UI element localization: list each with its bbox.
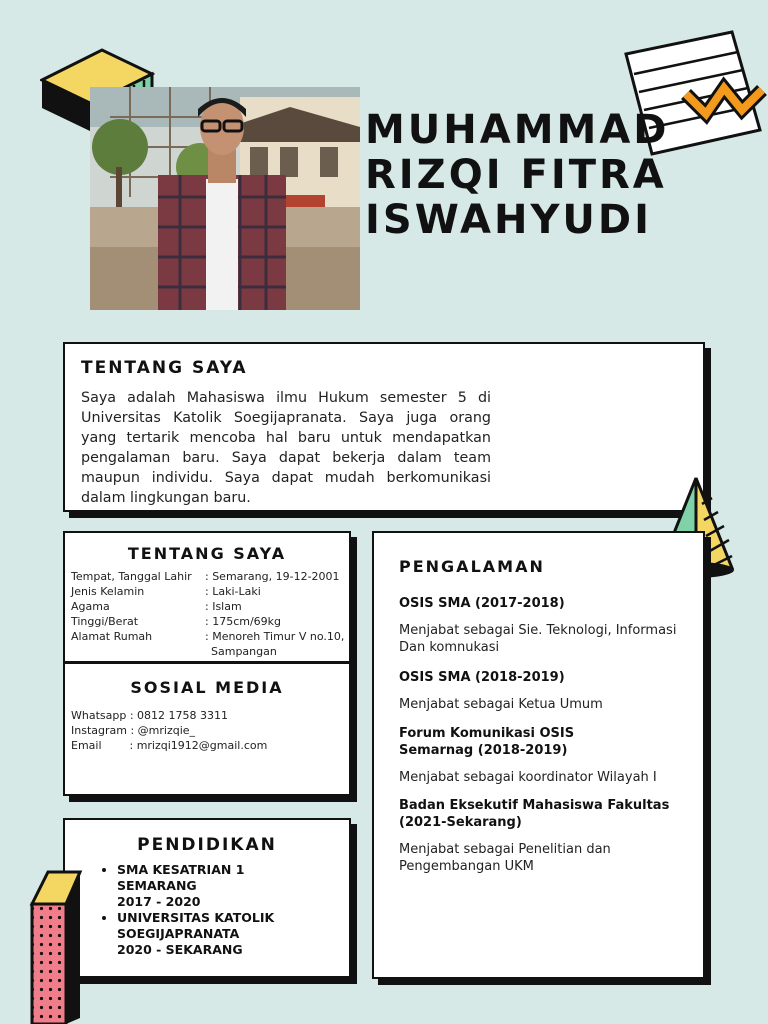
experience-title: OSIS SMA (2017-2018) [399, 596, 565, 611]
info-row [71, 584, 345, 599]
name-line-2: RIZQI FITRA [365, 152, 667, 198]
education-years: 2017 - 2020 [117, 894, 201, 909]
experience-desc: Menjabat sebagai Ketua Umum [399, 697, 603, 712]
info-value: : Islam [205, 600, 242, 613]
experience-item [399, 797, 699, 875]
info-value: : Menoreh Timur V no.10, [205, 630, 345, 643]
personal-info-heading: TENTANG SAYA [127, 544, 287, 563]
about-text: Saya adalah Mahasiswa ilmu Hukum semester 5 di Universitas Katolik Soegijapranata. Saya juga orang yang tertarik mencoba hal baru untuk mendapatkan pengalaman baru. Saya dapat bekerja dalam team maupun individu. Saya dapat mudah berkomunikasi dalam lingkungan baru. [81, 390, 491, 506]
info-value: Sampangan [211, 645, 277, 658]
about-heading: TENTANG SAYA [81, 358, 248, 378]
experience-desc: Menjabat sebagai koordinator Wilayah I [399, 770, 657, 785]
info-label [71, 644, 205, 659]
education-years: 2020 - SEKARANG [117, 942, 243, 957]
education-school: • SMA KESATRIAN 1 [117, 862, 245, 877]
info-row [71, 569, 345, 584]
info-row [71, 629, 345, 644]
social-media-list [71, 708, 267, 753]
info-value: : Laki-Laki [205, 585, 261, 598]
experience-item [399, 669, 699, 713]
name-line-3: ISWAHYUDI [365, 197, 652, 243]
instagram-line: Instagram : @mrizqie_ [71, 724, 196, 737]
social-media-card [63, 662, 351, 796]
personal-info-card [63, 531, 351, 663]
profile-photo [90, 87, 360, 310]
name-line-1: MUHAMMAD [365, 107, 670, 153]
education-list [101, 862, 274, 958]
education-school: • UNIVERSITAS KATOLIK [117, 910, 275, 925]
info-row [71, 599, 345, 614]
personal-info-table [71, 569, 345, 659]
info-row [71, 644, 345, 659]
full-name [365, 108, 765, 243]
info-label: Jenis Kelamin [71, 585, 145, 598]
experience-desc: Menjabat sebagai Penelitian dan Pengembangan UKM [399, 842, 611, 874]
experience-heading: PENGALAMAN [399, 557, 545, 576]
experience-card [372, 531, 705, 979]
education-heading: PENDIDIKAN [137, 835, 277, 855]
experience-title: OSIS SMA (2018-2019) [399, 670, 565, 685]
info-label: Tinggi/Berat [71, 615, 139, 628]
info-label: Agama [71, 600, 110, 613]
education-city: SEMARANG [117, 878, 197, 893]
info-label: Alamat Rumah [71, 630, 153, 643]
experience-item [399, 595, 699, 656]
experience-title: Badan Eksekutif Mahasiswa Fakultas (2021-Sekarang) [399, 798, 670, 830]
experience-item [399, 725, 699, 786]
info-value: : 175cm/69kg [205, 615, 282, 628]
whatsapp-line: Whatsapp : 0812 1758 3311 [71, 709, 229, 722]
about-card [63, 342, 705, 512]
info-value: : Semarang, 19-12-2001 [205, 570, 340, 583]
experience-title: Forum Komunikasi OSIS Semarnag (2018-2019) [399, 726, 575, 758]
education-card [63, 818, 351, 978]
email-line: Email : mrizqi1912@gmail.com [71, 739, 268, 752]
education-item [117, 862, 274, 910]
social-media-heading: SOSIAL MEDIA [130, 678, 284, 697]
info-row [71, 614, 345, 629]
education-item [117, 910, 274, 958]
decorative-pillar-shape [28, 868, 84, 1024]
info-label: Tempat, Tanggal Lahir [71, 570, 192, 583]
experience-desc: Menjabat sebagai Sie. Teknologi, Informasi Dan komnukasi [399, 623, 677, 655]
education-school-name: SOEGIJAPRANATA [117, 926, 240, 941]
